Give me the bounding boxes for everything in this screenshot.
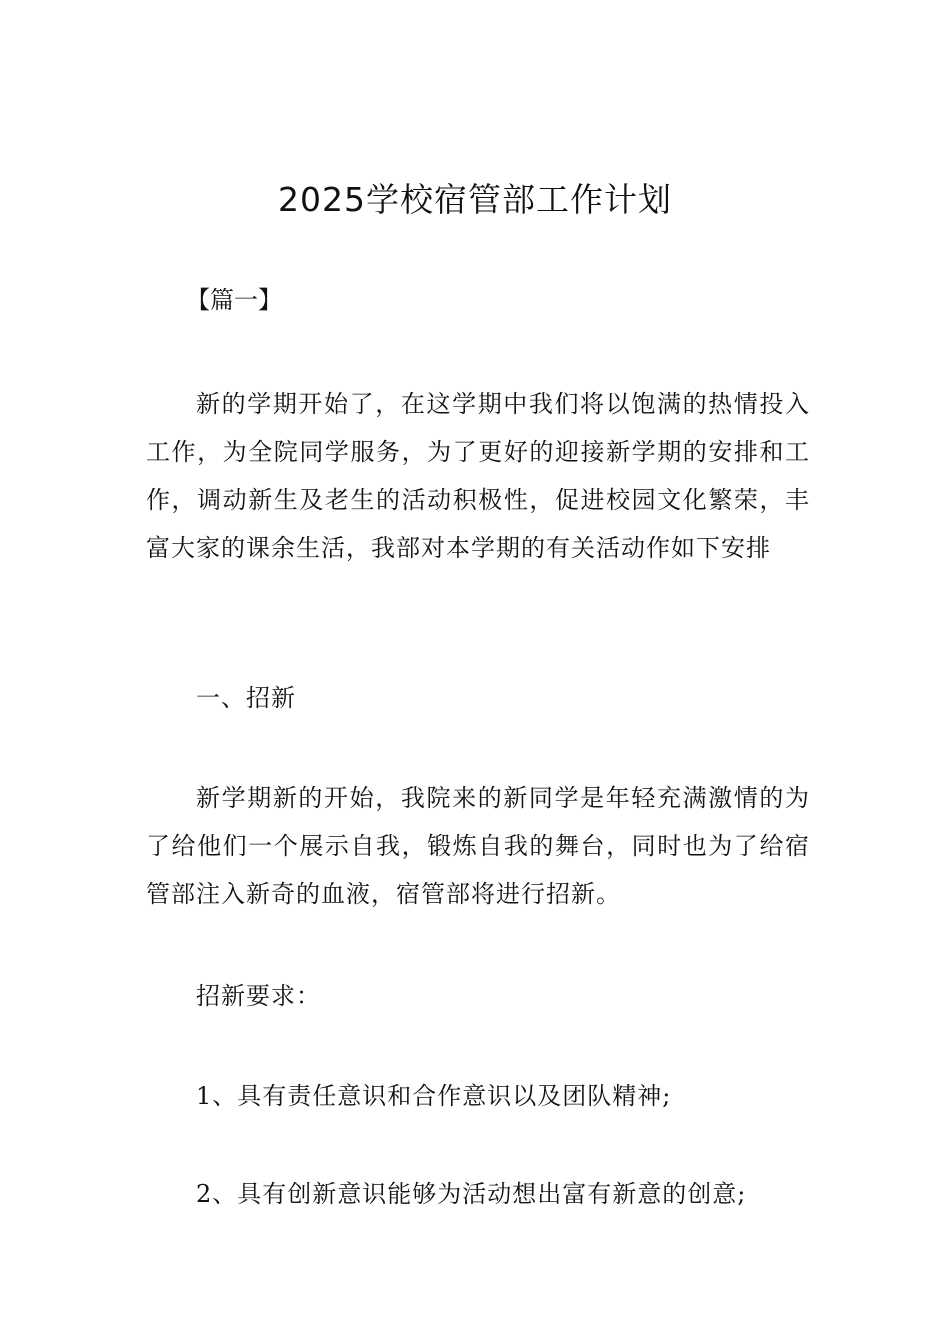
list-item-requirement-1: 1、具有责任意识和合作意识以及团队精神; (196, 1082, 672, 1110)
list-item-requirement-2: 2、具有创新意识能够为活动想出富有新意的创意; (196, 1180, 747, 1208)
heading-recruitment: 一、招新 (196, 684, 296, 712)
paragraph-recruitment: 新学期新的开始，我院来的新同学是年轻充满激情的为了给他们一个展示自我，锻炼自我的舞台，同时也为了给宿管部注入新奇的血液，宿管部将进行招新。 (146, 784, 810, 908)
document-title: 2025学校宿管部工作计划 (278, 180, 672, 219)
section-label: 【篇一】 (186, 286, 282, 314)
paragraph-requirements-label: 招新要求： (196, 982, 321, 1010)
paragraph-intro: 新的学期开始了，在这学期中我们将以饱满的热情投入工作，为全院同学服务，为了更好的迎接新学期的安排和工作，调动新生及老生的活动积极性，促进校园文化繁荣，丰富大家的课余生活，我部对本学期的有关活动作如下安排 (146, 390, 810, 562)
